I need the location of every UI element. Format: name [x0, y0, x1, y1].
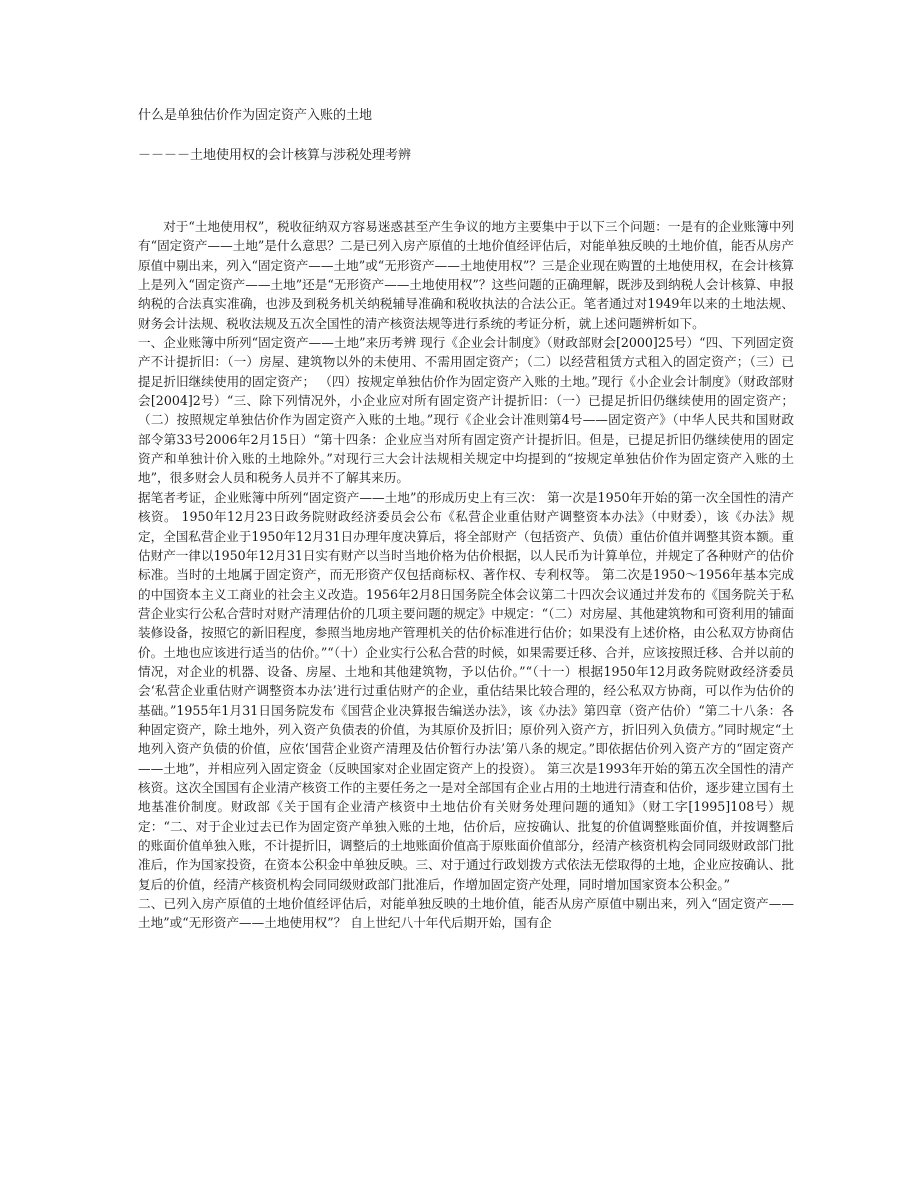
body-paragraph-section-two: 二、已列入房产原值的土地价值经评估后，对能单独反映的土地价值，能否从房产原值中剔出来，列入“固定资产——土地”或“无形资产——土地使用权”？ 自上世纪八十年代后期开始，国有企 — [138, 896, 794, 931]
document-subtitle: －－－－土地使用权的会计核算与涉税处理考辨 — [138, 148, 412, 163]
document-body — [138, 217, 794, 1177]
body-paragraph-intro: 对于“土地使用权”，税收征纳双方容易迷惑甚至产生争议的地方主要集中于以下三个问题：一是有的企业账簿中列有“固定资产——土地”是什么意思？二是已列入房产原值的土地价值经评估后，对能单独反映的土地价值，能否从房产原值中剔出来，列入“固定资产——土地”或“无形资产——土地使用权”？三是企业现在购置的土地使用权，在会计核算上是列入“固定资产——土地”还是“无形资产——土地使用权”？这些问题的正确理解，既涉及到纳税人会计核算、申报纳税的合法真实准确，也涉及到税务机关纳税辅导准确和税收执法的合法公正。笔者通过对1949年以来的土地法规、财务会计法规、税收法规及五次全国性的清产核资法规等进行系统的考证分析，就上述问题辨析如下。 — [138, 219, 794, 331]
document-title: 什么是单独估价作为固定资产入账的土地 — [138, 108, 373, 123]
body-paragraph-history: 据笔者考证，企业账簿中所列“固定资产——土地”的形成历史上有三次： 第一次是1950年开始的第一次全国性的清产核资。 1950年12月23日政务院财政经济委员会公布《私营企业重估财产调整资本办法》（中财委），该《办法》规定，全国私营企业于1950年12月31日办理年度决算后，将全部财产（包括资产、负债）重估价值并调整其资本额。重估财产一律以1950年12月31日实有财产以当时当地价格为估价根据，以人民币为计算单位，并规定了各种财产的估价标准。当时的土地属于固定资产，而无形资产仅包括商标权、著作权、专利权等。 第二次是1950～1956年基本完成的中国资本主义工商业的社会主义改造。1956年2月8日国务院全体会议第二十四次会议通过并发布的《国务院关于私营企业实行公私合营时对财产清理估价的几项主要问题的规定》中规定：“（二）对房屋、其他建筑物和可资利用的铺面装修设备，按照它的新旧程度，参照当地房地产管理机关的估价标准进行估价；如果没有上述价格，由公私双方协商估价。土地也应该进行适当的估价。”“（十）企业实行公私合营的时候，如果需要迁移、合并，应该按照迁移、合并以前的情况，对企业的机器、设备、房屋、土地和其他建筑物，予以估价。”“（十一）根据1950年12月政务院财政经济委员会‘私营企业重估财产调整资本办法’进行过重估财产的企业，重估结果比较合理的，经公私双方协商，可以作为估价的基础。”1955年1月31日国务院发布《国营企业决算报告编送办法》，该《办法》第四章（资产估价）“第二十八条：各种固定资产，除土地外，列入资产负债表的价值，为其原价及折旧；原价列入资产方，折旧列入负债方。”同时规定“土地列入资产负债的价值，应依‘国营企业资产清理及估价暂行办法’第八条的规定。”即依据估价列入资产方的“固定资产——土地”，并相应列入固定资金（反映国家对企业固定资产上的投资）。 第三次是1993年开始的第五次全国性的清产核资。这次全国国有企业清产核资工作的主要任务之一是对全部国有企业占用的土地进行清查和估价，逐步建立国有土地基准价制度。财政部《关于国有企业清产核资中土地估价有关财务处理问题的通知》（财工字[1995]108号）规定：“二、对于企业过去已作为固定资产单独入账的土地，估价后，应按确认、批复的价值调整账面价值，并按调整后的账面价值单独入账，不计提折旧，调整后的土地账面价值高于原账面价值部分，经清产核资机构会同同级财政部门批准后，作为国家投资，在资本公积金中单独反映。三、对于通过行政划拨方式依法无偿取得的土地，企业应按确认、批复后的价值，经清产核资机构会同同级财政部门批准后，作增加固定资产处理，同时增加国家资本公积金。” — [138, 489, 794, 892]
body-paragraph-section-one: 一、企业账簿中所列“固定资产——土地”来历考辨 现行《企业会计制度》（财政部财会[2000]25号）“四、下列固定资产不计提折旧：（一）房屋、建筑物以外的未使用、不需用固定资产；（二）以经营租赁方式租入的固定资产；（三）已提足折旧继续使用的固定资产； （四）按规定单独估价作为固定资产入账的土地。”现行《小企业会计制度》（财政部财会[2004]2号）“三、除下列情况外，小企业应对所有固定资产计提折旧：（一）已提足折旧仍继续使用的固定资产；（二）按照规定单独估价作为固定资产入账的土地。”现行《企业会计准则第4号——固定资产》（中华人民共和国财政部令第33号2006年2月15日）“第十四条：企业应当对所有固定资产计提折旧。但是，已提足折旧仍继续使用的固定资产和单独计价入账的土地除外。”对现行三大会计法规相关规定中均提到的“按规定单独估价作为固定资产入账的土地”，很多财会人员和税务人员并不了解其来历。 — [138, 335, 794, 486]
